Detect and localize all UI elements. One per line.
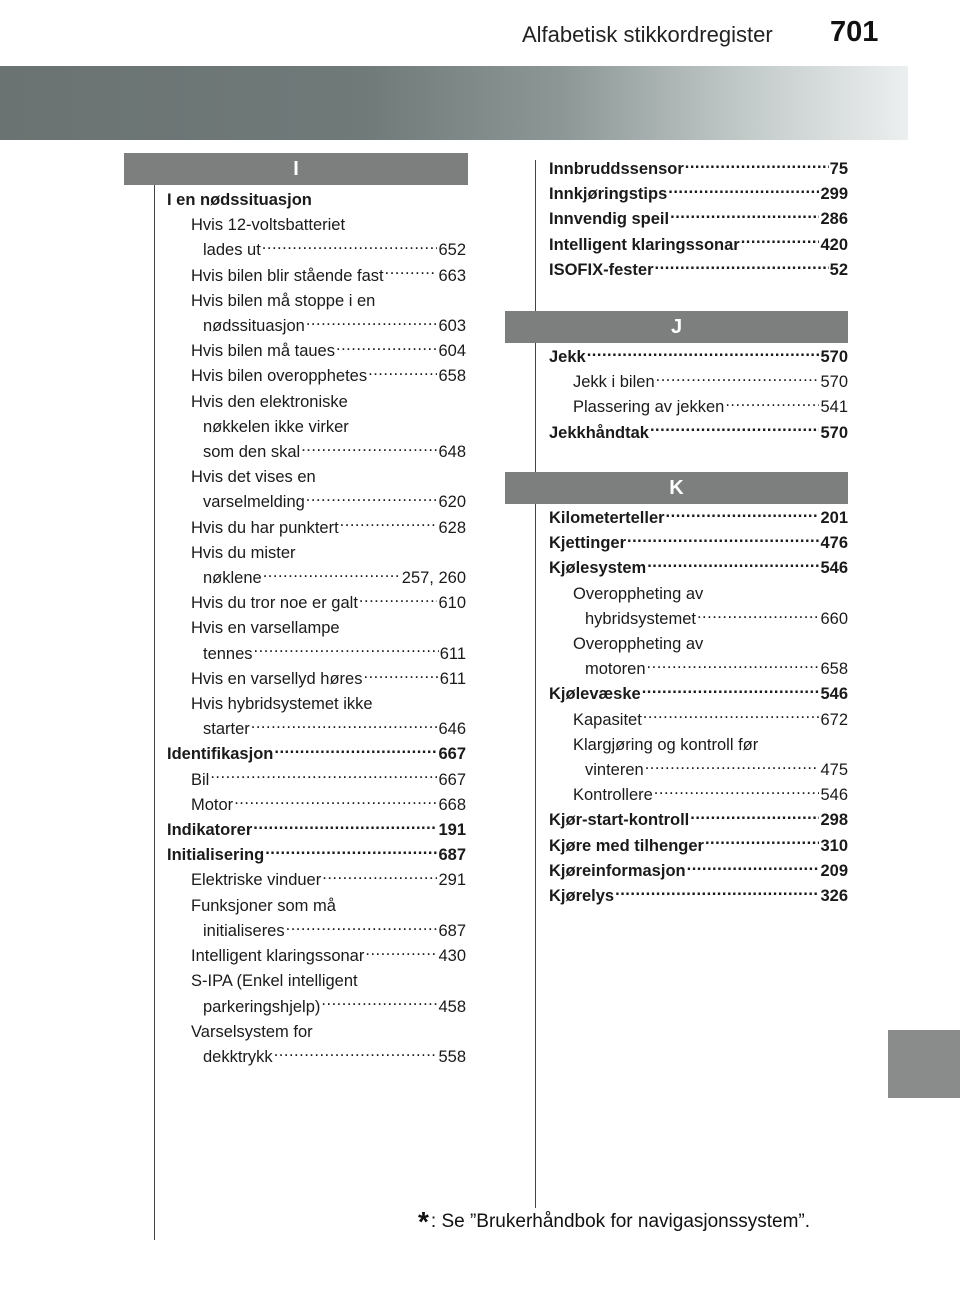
index-entry-page: 667	[438, 770, 466, 789]
dot-leader	[234, 793, 437, 810]
dot-leader	[253, 819, 437, 836]
index-entry	[167, 591, 466, 616]
index-entry-page: 610	[438, 594, 466, 613]
index-entry	[167, 818, 466, 843]
index-entry-term: Innbruddssensor	[549, 160, 684, 178]
index-entry	[549, 395, 848, 420]
index-entry-page: 209	[820, 861, 848, 880]
index-entry-page: 672	[820, 710, 848, 729]
index-entry-term: lades ut	[203, 241, 261, 260]
index-entry-term: motoren	[585, 660, 646, 679]
index-entry	[167, 264, 466, 289]
dot-leader	[286, 919, 438, 936]
dot-leader	[645, 759, 820, 776]
index-entry-term: Kjøre med tilhenger	[549, 836, 704, 855]
dot-leader	[365, 945, 437, 962]
index-entry	[167, 793, 466, 818]
header-banner	[0, 66, 908, 140]
index-entry-page: 558	[438, 1047, 466, 1066]
footnote	[418, 1206, 810, 1238]
dot-leader	[642, 683, 820, 700]
index-entry-page: 628	[438, 518, 466, 537]
index-entry-page: 546	[820, 685, 848, 704]
index-entry-page: 668	[438, 795, 466, 814]
index-entry	[167, 188, 466, 213]
index-entry	[167, 213, 466, 238]
index-entry-page: 663	[438, 266, 466, 285]
index-entry-page: 476	[820, 534, 848, 553]
dot-leader	[274, 1045, 438, 1062]
index-entry	[549, 859, 848, 884]
index-entry	[549, 632, 848, 657]
index-entry-term: Kontrollere	[573, 786, 653, 805]
left-column-rule	[154, 184, 155, 1240]
index-entry-term: hybridsystemet	[585, 609, 696, 628]
index-entry-term: Initialisering	[167, 846, 265, 865]
index-entry-term: parkeringshjelp)	[203, 997, 321, 1016]
index-entry-page: 604	[438, 342, 466, 361]
index-entry-page: 667	[438, 745, 466, 764]
index-entry-term: Kjølevæske	[549, 685, 641, 704]
index-entry-term: Klargjøring og kontroll før	[573, 735, 759, 754]
footnote-marker: *	[418, 1206, 429, 1237]
dot-leader	[265, 844, 437, 861]
index-entry	[549, 531, 848, 556]
index-entry-page: 430	[438, 947, 466, 966]
index-entry	[167, 1045, 466, 1070]
index-entry	[167, 692, 466, 717]
index-entry	[167, 768, 466, 793]
chapter-thumb-tab	[888, 1030, 960, 1098]
index-entry-term: Kjørelys	[549, 887, 615, 906]
index-entry-term: Hvis den elektroniske	[191, 392, 348, 411]
dot-leader	[368, 365, 437, 382]
index-entry-page: 570	[820, 373, 848, 392]
index-entry-term: Hvis bilen må stoppe i en	[191, 291, 376, 310]
index-entry	[167, 717, 466, 742]
index-entry-page: 570	[820, 423, 848, 442]
index-entry-page: 687	[438, 846, 466, 865]
index-entry	[167, 490, 466, 515]
index-entry-page: 291	[438, 871, 466, 890]
index-entry	[167, 616, 466, 641]
index-entry	[167, 995, 466, 1020]
dot-leader	[685, 158, 829, 175]
index-entry-page: 658	[820, 660, 848, 679]
index-entry-page: 298	[820, 811, 848, 830]
index-entry-page: 458	[438, 997, 466, 1016]
index-entry-term: Hvis hybridsystemet ikke	[191, 695, 373, 714]
dot-leader	[655, 258, 829, 275]
dot-leader	[654, 784, 820, 801]
index-entry	[549, 733, 848, 758]
index-entry	[167, 238, 466, 263]
index-entry	[167, 843, 466, 868]
index-entry	[167, 894, 466, 919]
index-entry-term: Intelligent klaringssonar	[549, 235, 740, 254]
dot-leader	[306, 491, 438, 508]
index-entry-term: Jekk	[549, 348, 586, 366]
index-entry	[167, 339, 466, 364]
index-entry-page: 646	[438, 720, 466, 739]
index-entry-term: Indikatorer	[167, 821, 253, 840]
index-entry-term: Kjølesystem	[549, 559, 647, 578]
index-entry-page: 652	[438, 241, 466, 260]
index-entry	[549, 506, 848, 531]
index-entry	[549, 682, 848, 707]
index-entry-term: nødssituasjon	[203, 317, 305, 336]
index-entry-page: 611	[439, 669, 466, 688]
index-entry	[549, 657, 848, 682]
index-entry-term: I en nødssituasjon	[167, 191, 312, 209]
index-entry-term: dekktrykk	[203, 1047, 273, 1066]
dot-leader	[670, 208, 819, 225]
index-entry-page: 75	[829, 160, 848, 178]
index-entry	[549, 708, 848, 733]
index-entry-page: 52	[829, 260, 848, 279]
index-entry-page: 687	[438, 921, 466, 940]
index-entry	[167, 541, 466, 566]
index-entry	[167, 314, 466, 339]
dot-leader	[336, 340, 437, 357]
index-list-k	[549, 506, 848, 909]
index-entry	[549, 884, 848, 909]
index-entry-term: Kjør-start-kontroll	[549, 811, 690, 830]
index-entry-term: vinteren	[585, 761, 644, 780]
dot-leader	[687, 859, 820, 876]
dot-leader	[322, 869, 437, 886]
index-entry	[549, 421, 848, 446]
dot-leader	[725, 396, 819, 413]
index-entry-page: 541	[820, 398, 848, 417]
index-entry	[549, 758, 848, 783]
index-entry-page: 546	[820, 786, 848, 805]
index-entry-page: 257, 260	[401, 569, 466, 588]
dot-leader	[210, 768, 437, 785]
index-entry-term: Innvendig speil	[549, 210, 670, 229]
index-entry-page: 546	[820, 559, 848, 578]
index-entry-page: 658	[438, 367, 466, 386]
dot-leader	[627, 532, 819, 549]
index-entry-term: Intelligent klaringssonar	[191, 947, 365, 966]
index-entry	[549, 207, 848, 232]
index-entry-page: 648	[438, 443, 466, 462]
index-entry	[167, 566, 466, 591]
index-entry-page: 299	[820, 185, 848, 204]
index-entry	[549, 157, 848, 182]
index-entry-term: nøkkelen ikke virker	[203, 417, 349, 436]
index-entry-term: Hvis du mister	[191, 543, 296, 562]
index-entry-term: Hvis bilen må taues	[191, 342, 335, 361]
index-entry-term: ISOFIX-fester	[549, 260, 654, 279]
dot-leader	[251, 718, 438, 735]
dot-leader	[647, 557, 819, 574]
index-entry	[549, 556, 848, 581]
dot-leader	[306, 315, 438, 332]
index-entry	[549, 182, 848, 207]
dot-leader	[385, 264, 438, 281]
index-entry-page: 191	[438, 821, 466, 840]
dot-leader	[263, 567, 401, 584]
index-entry-term: Plassering av jekken	[573, 398, 725, 417]
dot-leader	[647, 658, 820, 675]
index-entry	[167, 868, 466, 893]
index-list-i	[167, 188, 466, 1070]
index-entry-term: Hvis det vises en	[191, 468, 316, 487]
dot-leader	[643, 708, 820, 725]
dot-leader	[650, 421, 820, 438]
index-entry-term: initialiseres	[203, 921, 285, 940]
index-entry-term: Motor	[191, 795, 234, 814]
dot-leader	[274, 743, 437, 760]
index-entry	[549, 582, 848, 607]
dot-leader	[697, 607, 820, 624]
index-entry-term: som den skal	[203, 443, 301, 462]
index-entry	[167, 289, 466, 314]
index-entry-term: Hvis en varsellyd høres	[191, 669, 363, 688]
index-entry	[549, 370, 848, 395]
index-entry-term: Hvis du tror noe er galt	[191, 594, 358, 613]
dot-leader	[340, 516, 438, 533]
index-entry-term: Hvis bilen blir stående fast	[191, 266, 384, 285]
index-entry-term: Overoppheting av	[573, 635, 704, 654]
index-entry	[549, 783, 848, 808]
running-header-title: Alfabetisk stikkordregister	[522, 22, 773, 47]
index-entry	[167, 390, 466, 415]
dot-leader	[262, 239, 438, 256]
dot-leader	[741, 233, 820, 250]
index-entry-page: 611	[439, 644, 466, 663]
index-entry-term: Kjettinger	[549, 534, 627, 553]
index-entry-page: 326	[820, 887, 848, 906]
index-entry	[167, 969, 466, 994]
index-entry	[167, 516, 466, 541]
dot-leader	[363, 667, 438, 684]
index-entry-term: Hvis bilen overopphetes	[191, 367, 368, 386]
index-entry-term: nøklene	[203, 569, 262, 588]
index-entry	[549, 233, 848, 258]
index-entry-term: Hvis du har punktert	[191, 518, 339, 537]
index-entry-page: 603	[438, 317, 466, 336]
index-entry-term: Kapasitet	[573, 710, 642, 729]
index-entry-page: 201	[820, 509, 848, 527]
dot-leader	[301, 441, 437, 458]
index-entry	[167, 667, 466, 692]
index-entry-term: Hvis 12-voltsbatteriet	[191, 216, 346, 235]
index-entry-term: Varselsystem for	[191, 1022, 313, 1041]
index-entry-term: Bil	[191, 770, 210, 789]
dot-leader	[615, 885, 819, 902]
dot-leader	[705, 834, 820, 851]
dot-leader	[666, 507, 820, 524]
index-entry-term: Elektriske vinduer	[191, 871, 322, 890]
index-entry	[167, 364, 466, 389]
index-entry	[167, 1020, 466, 1045]
index-entry-term: starter	[203, 720, 250, 739]
index-entry-page: 570	[820, 348, 848, 366]
index-entry-term: Innkjøringstips	[549, 185, 668, 204]
index-entry	[549, 258, 848, 283]
index-entry-term: Overoppheting av	[573, 584, 704, 603]
index-entry-page: 660	[820, 609, 848, 628]
index-entry-term: Kjøreinformasjon	[549, 861, 686, 880]
index-entry-page: 420	[820, 235, 848, 254]
index-entry-term: varselmelding	[203, 493, 305, 512]
index-list-i-continued	[549, 157, 848, 283]
index-entry	[167, 465, 466, 490]
dot-leader	[656, 371, 820, 388]
index-list-j	[549, 345, 848, 446]
footnote-text: : Se ”Brukerhåndbok for navigasjonssystem”.	[430, 1211, 811, 1232]
index-entry-term: Funksjoner som må	[191, 896, 336, 915]
index-entry-page: 286	[820, 210, 848, 229]
index-entry-term: S-IPA (Enkel intelligent	[191, 972, 358, 991]
index-entry-term: tennes	[203, 644, 253, 663]
index-entry-page: 620	[438, 493, 466, 512]
index-entry-term: Identifikasjon	[167, 745, 274, 764]
dot-leader	[321, 995, 437, 1012]
section-header-j: J	[505, 311, 848, 343]
index-entry-term: Kilometerteller	[549, 509, 665, 527]
index-entry	[549, 834, 848, 859]
index-entry	[167, 642, 466, 667]
index-entry-term: Jekkhåndtak	[549, 423, 649, 442]
index-entry	[167, 440, 466, 465]
index-entry	[549, 808, 848, 833]
index-entry	[167, 919, 466, 944]
index-entry-page: 475	[820, 761, 848, 780]
section-header-i: I	[124, 153, 468, 185]
index-entry	[167, 415, 466, 440]
dot-leader	[587, 346, 820, 363]
dot-leader	[359, 592, 438, 609]
dot-leader	[668, 183, 819, 200]
dot-leader	[254, 642, 439, 659]
index-entry	[167, 742, 466, 767]
index-entry-page: 310	[820, 836, 848, 855]
index-entry	[549, 607, 848, 632]
dot-leader	[690, 809, 819, 826]
page-number: 701	[830, 16, 879, 48]
index-entry-term: Jekk i bilen	[573, 373, 655, 392]
index-entry-term: Hvis en varsellampe	[191, 619, 340, 638]
index-entry	[549, 345, 848, 370]
section-header-k: K	[505, 472, 848, 504]
index-entry	[167, 944, 466, 969]
